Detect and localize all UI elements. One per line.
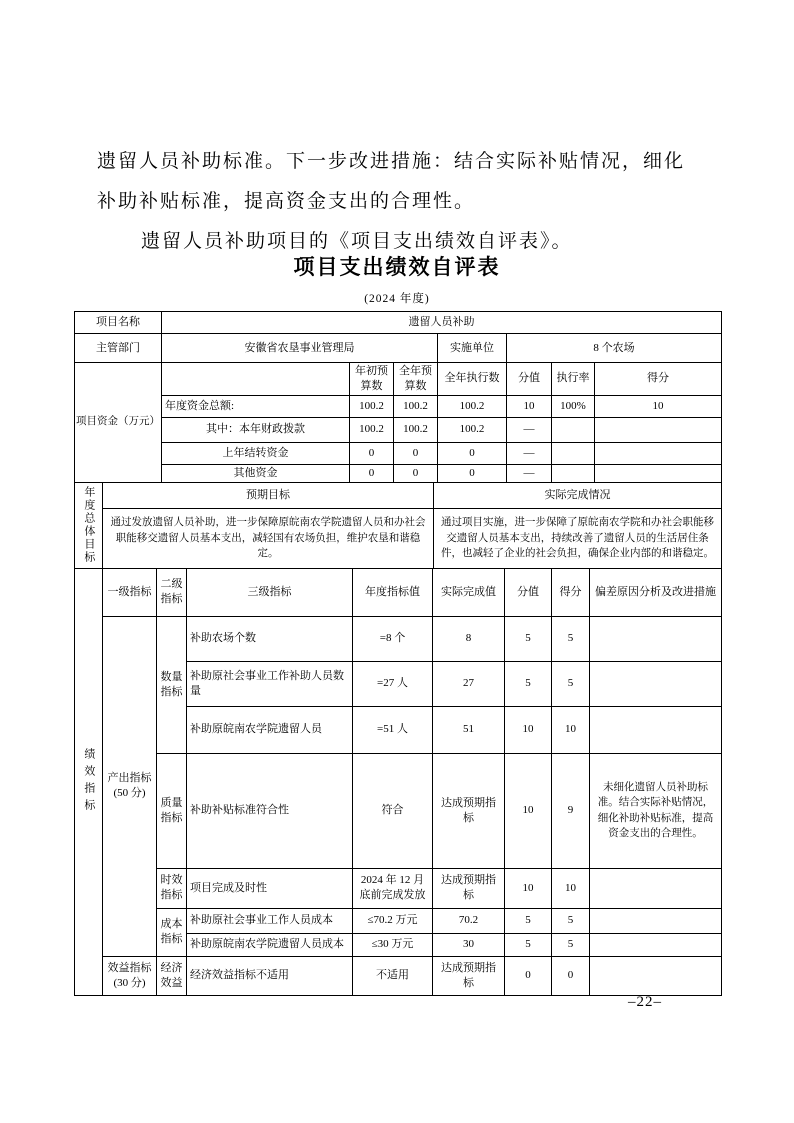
- funding-annual: 100.2: [394, 417, 438, 442]
- indicator-row: [75, 616, 722, 661]
- indicator-score-max: 10: [505, 868, 552, 908]
- indicator-actual: 30: [433, 933, 505, 956]
- funding-score: [595, 464, 722, 482]
- indicator-score-max: 0: [505, 956, 552, 995]
- intro-paragraph-1-line-1: 遗留人员补助标准。下一步改进措施：结合实际补贴情况，细化: [97, 151, 686, 172]
- funding-row-fiscal: [75, 417, 722, 442]
- indicator-score: 5: [552, 616, 590, 661]
- indicator-deviation: 未细化遗留人员补助标准。结合实际补贴情况，细化补助补贴标准，提高资金支出的合理性。: [590, 753, 722, 868]
- indicator-name: 补助原皖南农学院遗留人员成本: [187, 933, 353, 956]
- indicator-actual: 27: [433, 661, 505, 706]
- level1-sub: (30 分): [113, 976, 146, 989]
- intro-paragraph-1: [97, 142, 701, 222]
- indicator-actual: 8: [433, 616, 505, 661]
- funding-score-max: 10: [507, 395, 552, 417]
- page-title: 项目支出绩效自评表: [293, 256, 501, 279]
- level2-timeliness-indicator: 时效指标: [157, 868, 187, 908]
- indicator-actual: 达成预期指标: [433, 956, 505, 995]
- indicator-actual: 51: [433, 706, 505, 753]
- department-label: 主管部门: [75, 334, 162, 363]
- funding-executed: 100.2: [438, 395, 507, 417]
- department-value: 安徽省农垦事业管理局: [162, 334, 438, 363]
- page-number: –22–: [628, 994, 662, 1010]
- funding-exec-rate: [552, 464, 595, 482]
- level2-quantity-indicator: 数量指标: [157, 616, 187, 753]
- funding-executed: 0: [438, 464, 507, 482]
- funding-score-max: —: [507, 417, 552, 442]
- expected-goal-text: 通过发放遗留人员补助，进一步保障原皖南农学院遗留人员和办社会职能移交遗留人员基本支出，减轻国有农场负担，维护农垦和谐稳定。: [103, 508, 434, 568]
- department-row: [75, 334, 722, 363]
- level2-economic-benefit: 经济效益: [157, 956, 187, 995]
- funding-header-row: [75, 363, 722, 396]
- indicator-deviation: [590, 616, 722, 661]
- indicator-name: 项目完成及时性: [187, 868, 353, 908]
- funding-annual: 0: [394, 464, 438, 482]
- goal-content-row: [75, 508, 722, 568]
- funding-row-name: 其中：本年财政拨款: [162, 417, 350, 442]
- funding-row-name: 上年结转资金: [162, 442, 350, 464]
- indicator-target: ≤70.2 万元: [353, 908, 433, 933]
- funding-annual: 0: [394, 442, 438, 464]
- header-actual: 实际完成值: [433, 568, 505, 616]
- level1-label: 效益指标: [107, 961, 152, 974]
- level1-sub: (50 分): [113, 787, 146, 800]
- funding-row-other: [75, 464, 722, 482]
- indicator-row: [75, 868, 722, 908]
- funding-row-name: 其他资金: [162, 464, 350, 482]
- indicator-score-max: 5: [505, 908, 552, 933]
- indicator-deviation: [590, 706, 722, 753]
- project-name-value: 遗留人员补助: [162, 312, 722, 334]
- funding-header-annual-budget: 全年预算数: [394, 363, 438, 396]
- indicator-score: 9: [552, 753, 590, 868]
- project-name-row: [75, 312, 722, 334]
- funding-executed: 100.2: [438, 417, 507, 442]
- funding-initial: 0: [350, 464, 394, 482]
- implementing-unit-label: 实施单位: [438, 334, 507, 363]
- indicator-score: 5: [552, 661, 590, 706]
- indicator-score-max: 5: [505, 616, 552, 661]
- project-name-label: 项目名称: [75, 312, 162, 334]
- indicator-target: ≤30 万元: [353, 933, 433, 956]
- intro-paragraph-1-line-2: 补助补贴标准，提高资金支出的合理性。: [97, 191, 476, 212]
- indicator-name: 补助原社会事业工作补助人员数量: [187, 661, 353, 706]
- funding-exec-rate: [552, 442, 595, 464]
- level2-cost-indicator: 成本指标: [157, 908, 187, 956]
- funding-initial: 100.2: [350, 395, 394, 417]
- project-funding-table: [74, 311, 722, 483]
- performance-section-label: [75, 568, 103, 995]
- funding-score: [595, 442, 722, 464]
- annual-goal-section-label: [75, 482, 103, 568]
- funding-header-initial-budget: 年初预算数: [350, 363, 394, 396]
- indicator-deviation: [590, 956, 722, 995]
- intro-text-block: [97, 142, 701, 262]
- funding-header-score: 得分: [595, 363, 722, 396]
- indicator-score-max: 10: [505, 753, 552, 868]
- funding-header-exec-rate: 执行率: [552, 363, 595, 396]
- indicator-name: 补助原皖南农学院遗留人员: [187, 706, 353, 753]
- indicator-score-max: 5: [505, 661, 552, 706]
- indicator-name: 补助原社会事业工作人员成本: [187, 908, 353, 933]
- actual-result-header: 实际完成情况: [434, 482, 722, 508]
- indicator-name: 补助补贴标准符合性: [187, 753, 353, 868]
- indicator-target: =51 人: [353, 706, 433, 753]
- indicator-score: 10: [552, 868, 590, 908]
- implementing-unit-value: 8 个农场: [507, 334, 722, 363]
- header-level1: 一级指标: [103, 568, 157, 616]
- self-evaluation-table: [74, 311, 721, 996]
- funding-header-executed: 全年执行数: [438, 363, 507, 396]
- indicator-deviation: [590, 933, 722, 956]
- indicator-deviation: [590, 868, 722, 908]
- indicator-score: 0: [552, 956, 590, 995]
- indicator-actual: 达成预期指标: [433, 868, 505, 908]
- expected-goal-header: 预期目标: [103, 482, 434, 508]
- actual-result-text: 通过项目实施，进一步保障了原皖南农学院和办社会职能移交遗留人员基本支出，持续改善了遗留人员的生活居住条件，也减轻了企业的社会负担，确保企业内部的和谐稳定。: [434, 508, 722, 568]
- funding-row-name: 年度资金总额:: [162, 395, 350, 417]
- page-subtitle: (2024 年度): [364, 293, 430, 305]
- indicator-name: 经济效益指标不适用: [187, 956, 353, 995]
- funding-score: [595, 417, 722, 442]
- funding-score-max: —: [507, 442, 552, 464]
- goal-header-row: [75, 482, 722, 508]
- indicator-score: 5: [552, 933, 590, 956]
- indicator-row: [75, 753, 722, 868]
- level1-output-indicator: [103, 616, 157, 956]
- indicator-score-max: 10: [505, 706, 552, 753]
- indicator-deviation: [590, 908, 722, 933]
- performance-vertical-label: 绩效指标: [82, 747, 95, 816]
- intro-paragraph-2: 遗留人员补助项目的《项目支出绩效自评表》。: [141, 231, 573, 252]
- header-target: 年度指标值: [353, 568, 433, 616]
- funding-header-score-max: 分值: [507, 363, 552, 396]
- header-deviation: 偏差原因分析及改进措施: [590, 568, 722, 616]
- indicator-row: [75, 908, 722, 933]
- indicator-actual: 70.2: [433, 908, 505, 933]
- indicator-header-row: [75, 568, 722, 616]
- indicator-actual: 达成预期指标: [433, 753, 505, 868]
- indicator-deviation: [590, 661, 722, 706]
- indicator-score: 5: [552, 908, 590, 933]
- header-score: 得分: [552, 568, 590, 616]
- level1-benefit-indicator: [103, 956, 157, 995]
- funding-row-carryover: [75, 442, 722, 464]
- indicator-target: 符合: [353, 753, 433, 868]
- funding-exec-rate: [552, 417, 595, 442]
- funding-executed: 0: [438, 442, 507, 464]
- annual-goal-vertical-label: 年度总体目标: [82, 486, 95, 565]
- funding-initial: 0: [350, 442, 394, 464]
- indicator-target: =8 个: [353, 616, 433, 661]
- indicator-target: =27 人: [353, 661, 433, 706]
- header-score-max: 分值: [505, 568, 552, 616]
- indicator-target: 不适用: [353, 956, 433, 995]
- funding-exec-rate: 100%: [552, 395, 595, 417]
- indicator-row: [75, 956, 722, 995]
- indicator-score: 10: [552, 706, 590, 753]
- funding-section-label: 项目资金（万元）: [75, 363, 162, 483]
- indicators-table: [74, 568, 722, 996]
- funding-row-total: [75, 395, 722, 417]
- indicator-score-max: 5: [505, 933, 552, 956]
- header-level2: 二级指标: [157, 568, 187, 616]
- funding-annual: 100.2: [394, 395, 438, 417]
- indicator-name: 补助农场个数: [187, 616, 353, 661]
- annual-goal-table: [74, 482, 722, 569]
- funding-initial: 100.2: [350, 417, 394, 442]
- funding-header-blank: [162, 363, 350, 396]
- level1-label: 产出指标: [107, 772, 152, 785]
- funding-score: 10: [595, 395, 722, 417]
- header-level3: 三级指标: [187, 568, 353, 616]
- indicator-target: 2024 年 12 月底前完成发放: [353, 868, 433, 908]
- funding-score-max: —: [507, 464, 552, 482]
- level2-quality-indicator: 质量指标: [157, 753, 187, 868]
